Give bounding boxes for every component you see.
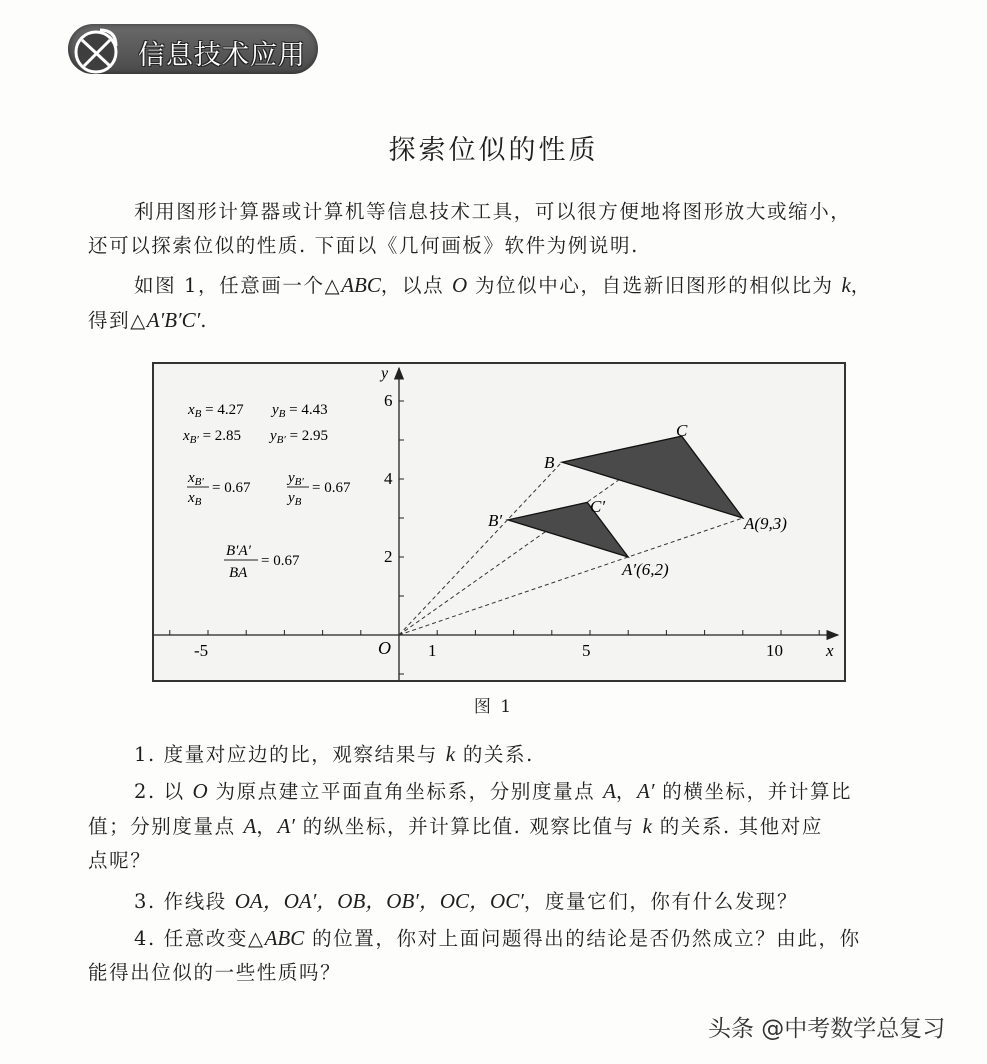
svg-text:= 0.67: = 0.67 — [261, 553, 300, 569]
text: 的关系. — [455, 743, 534, 766]
measure-yb-prime: $y_{B'} = 2.95$ — [270, 428, 329, 446]
section-label: 信息技术应用 — [138, 40, 306, 71]
svg-text:BA: BA — [229, 565, 248, 581]
ratio-side — [224, 543, 300, 581]
math-text: O — [192, 779, 208, 803]
text-line — [88, 921, 926, 956]
intro-paragraph-1 — [88, 195, 926, 263]
text-line — [88, 809, 926, 844]
point-label-a: A(9,3) — [744, 514, 787, 533]
math-text: k — [841, 273, 851, 297]
math-text: A′B′C′ — [146, 308, 201, 332]
text: 为位似中心，自选新旧图形的相似比为 — [467, 274, 842, 297]
text: 得到△ — [88, 309, 147, 332]
point-label-c-prime: C′ — [590, 497, 606, 516]
text-line — [88, 737, 926, 772]
text: ， — [850, 274, 872, 297]
page-title: 探索位似的性质 — [388, 135, 599, 166]
text: 的关系. 其他对应 — [651, 815, 823, 838]
circled-x-logo-icon — [70, 24, 122, 76]
math-text: ABC — [341, 273, 381, 297]
point-label-c: C — [676, 421, 688, 440]
svg-text:yB′: $y_{B'}$ — [288, 470, 304, 488]
svg-text:B′A′: B′A′ — [226, 543, 251, 559]
svg-text:yB: $y_B$ — [288, 490, 302, 508]
point-label-b-prime: B′ — [488, 511, 503, 530]
measure-yb: $y_B = 4.43$ — [272, 402, 328, 420]
ratio-x — [187, 470, 251, 508]
y-tick-label: 4 — [384, 469, 393, 488]
x-tick-label: 1 — [428, 641, 437, 660]
figure-caption: 图 1 — [473, 697, 514, 717]
question-1 — [88, 737, 926, 772]
point-label-a-prime: A′(6,2) — [622, 560, 669, 579]
text-line: 还可以探索位似的性质. 下面以《几何画板》软件为例说明. — [88, 234, 639, 257]
y-axis-label: y — [381, 365, 389, 382]
ratio-y — [286, 470, 351, 508]
text: ，以点 — [380, 274, 452, 297]
measure-xb: $x_B = 4.27$ — [188, 402, 244, 420]
text-line — [88, 774, 926, 809]
math-text: k — [445, 742, 456, 766]
measurement-panel — [182, 402, 351, 581]
text: 为原点建立平面直角坐标系，分别度量点 — [207, 780, 604, 803]
text-line: 能得出位似的一些性质吗？ — [88, 961, 342, 984]
text-line: 利用图形计算器或计算机等信息技术工具，可以很方便地将图形放大或缩小， — [134, 200, 852, 223]
intro-paragraph-2 — [88, 268, 926, 338]
question-3 — [88, 884, 926, 919]
text: 2. 以 — [134, 780, 193, 803]
math-text: A — [603, 779, 616, 803]
origin-label: O — [378, 638, 391, 658]
x-tick-label: 10 — [766, 641, 783, 660]
text: ，度量它们，你有什么发现？ — [523, 890, 799, 913]
svg-text:= 0.67: = 0.67 — [212, 480, 251, 496]
text: 1. 度量对应边的比，观察结果与 — [134, 743, 446, 766]
text: 的位置，你对上面问题得出的结论是否仍然成立？由此，你 — [304, 927, 861, 950]
x-axis-label: x — [826, 641, 834, 660]
watermark: 头条 @中考数学总复习 — [708, 1016, 946, 1042]
svg-text:= 0.67: = 0.67 — [312, 480, 351, 496]
text: ， — [256, 815, 278, 838]
text: 的纵坐标，并计算比值. 观察比值与 — [294, 815, 643, 838]
text-line — [88, 303, 926, 338]
x-tick-label: 5 — [582, 641, 591, 660]
text: . — [200, 309, 209, 332]
text: 的横坐标，并计算比 — [654, 780, 853, 803]
question-4 — [88, 921, 926, 990]
text: 3. 作线段 — [134, 890, 235, 913]
text: 如图 1，任意画一个△ — [134, 274, 342, 297]
text: ， — [615, 780, 638, 803]
text: 值；分别度量点 — [88, 815, 244, 838]
point-label-b: B — [544, 453, 555, 472]
text-line — [88, 884, 926, 919]
triangle-a-prime-b-prime-c-prime — [508, 502, 628, 557]
math-text: ABC — [264, 926, 305, 950]
math-text: A′ — [277, 814, 295, 838]
y-tick-label: 2 — [384, 547, 393, 566]
x-axis — [154, 630, 838, 635]
math-text: A′ — [637, 779, 655, 803]
measure-xb-prime: $x_{B'} = 2.85$ — [183, 428, 242, 446]
math-text: OA，OA′，OB，OB′，OC，OC′ — [234, 889, 524, 913]
text-line: 点呢？ — [88, 849, 152, 872]
math-text: O — [451, 273, 468, 297]
figure-1-homothety-plot — [152, 362, 846, 682]
x-tick-label: -5 — [194, 641, 209, 660]
text-line — [88, 268, 926, 303]
svg-text:xB′: $x_{B'}$ — [188, 470, 204, 488]
svg-text:xB: $x_B$ — [188, 490, 202, 508]
math-text: k — [642, 814, 652, 838]
text: 4. 任意改变△ — [134, 927, 265, 950]
question-2 — [88, 774, 926, 878]
math-text: A — [243, 814, 257, 838]
y-tick-label: 6 — [384, 391, 393, 410]
